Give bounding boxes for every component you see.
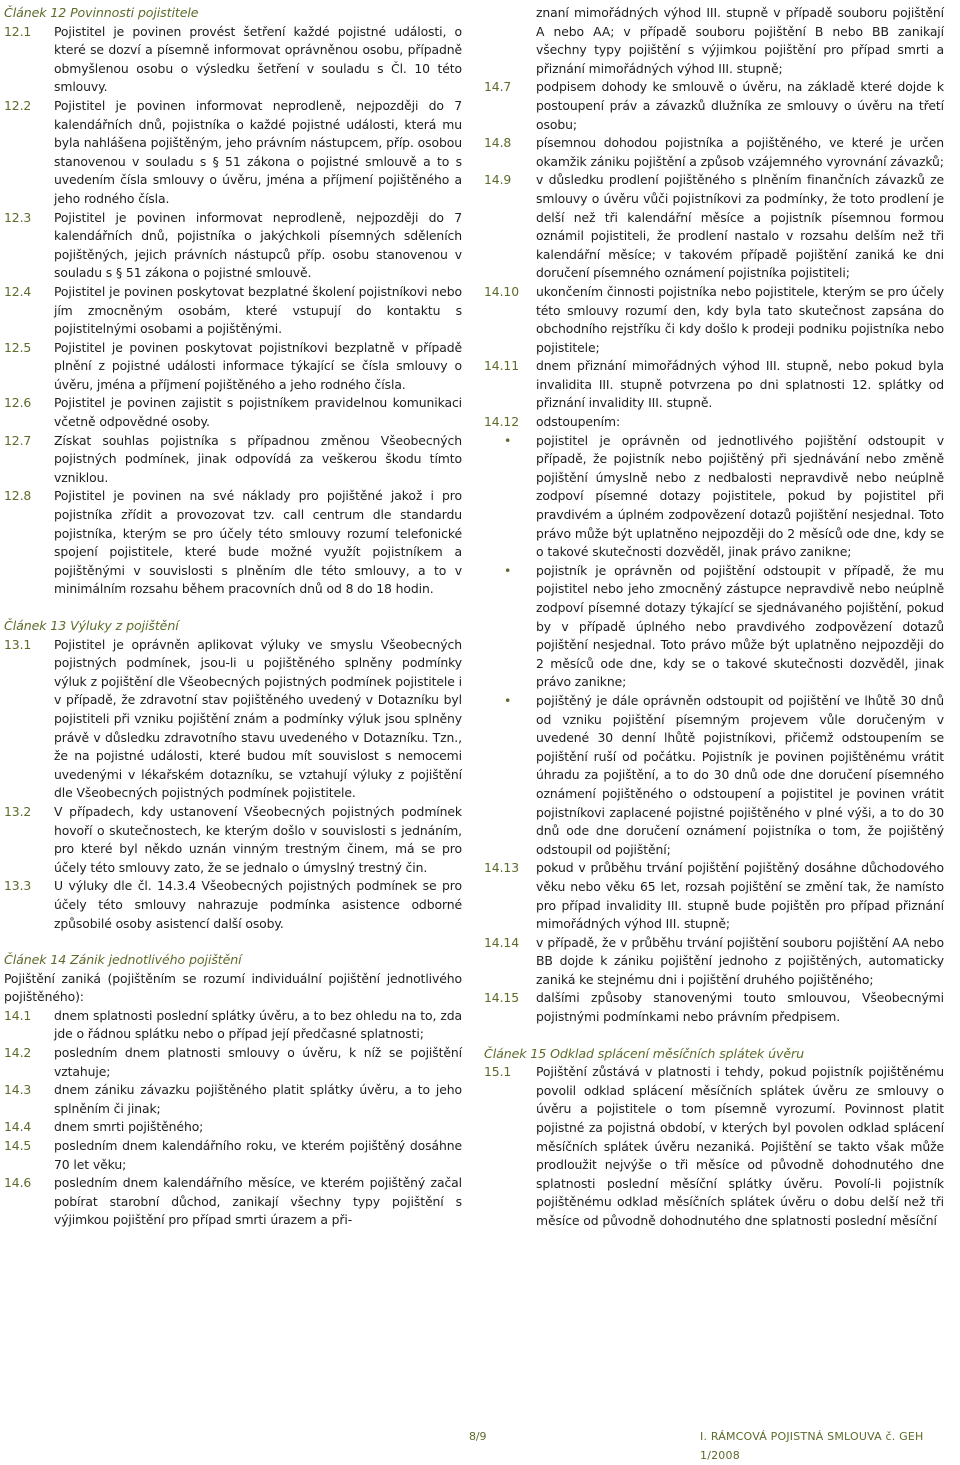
clause-14-15 — [484, 989, 944, 1026]
clause-number: 12.1 — [4, 23, 32, 39]
clause-text: dnem splatnosti poslední splátky úvěru, a to bez ohledu na to, zda jde o řádnou splátku nebo o případ její předčasné splatnosti; — [54, 1007, 462, 1042]
clause-number: 14.3 — [4, 1082, 32, 1098]
clause-14-3 — [4, 1081, 462, 1118]
clause-number: 15.1 — [484, 1064, 512, 1080]
clause-number: 13.3 — [4, 878, 32, 894]
clause-number: 12.2 — [4, 97, 32, 113]
clause-number: 14.2 — [4, 1045, 32, 1061]
clause-text: Pojistitel je povinen informovat neprodleně, nejpozději do 7 kalendářních dnů, pojistníka o každé pojistné události, která mu byla nahlášena pojištěným, jeho právním nástupcem, příp. osobou stanovenou v souladu s § 51 zákona o pojistné smlouvě a to s uvedením čísla smlouvy o úvěru, jména a příjmení pojištěného a jeho rodného čísla. — [54, 97, 462, 206]
clause-13-1 — [4, 636, 462, 803]
clause-14-11 — [484, 357, 944, 413]
clause-14-14 — [484, 934, 944, 990]
bullet-text: pojistitel je oprávněn od jednotlivého pojištění odstoupit v případě, že pojistník nebo pojištěný při sjednávání nebo změně pojištění úmyslně nebo z nedbalosti nepravdivě nebo neúplně zodpoví písemné dotazy pojistitele, pokud by pojistitel při pravdivém a úplném zodpovězení dotazů pojištění nesjednal. Toto právo může být uplatněno nejpozději do 2 měsíců ode dne, kdy se o takové skutečnosti dozvěděl, jinak právo zanikne; — [536, 432, 944, 560]
clause-text: Pojistitel je povinen poskytovat bezplatné školení pojistníkovi nebo jím zmocněným osobám, které vstupují do kontaktu s pojistitelnými osobami a pojištěnými. — [54, 283, 462, 337]
bullet-item-1 — [504, 432, 944, 562]
clause-number: 12.6 — [4, 395, 32, 411]
clause-14-6 — [4, 1174, 462, 1230]
bullet-item-3 — [504, 692, 944, 859]
clause-number: 12.8 — [4, 488, 32, 504]
clause-text: U výluky dle čl. 14.3.4 Všeobecných pojistných podmínek se pro účely této smlouvy nahrazuje podmínka asistence odborné způsobilé osoby asistencí další osoby. — [54, 878, 462, 931]
clause-number: 14.13 — [484, 860, 519, 876]
clause-number: 14.8 — [484, 135, 512, 151]
clause-number: 14.14 — [484, 934, 519, 950]
clause-number: 14.4 — [4, 1119, 32, 1135]
clause-14-5 — [4, 1137, 462, 1174]
bullet-icon: • — [504, 562, 512, 578]
clause-text: dnem smrti pojištěného; — [54, 1119, 204, 1135]
bullet-icon: • — [504, 692, 512, 708]
clause-14-12 — [484, 413, 944, 432]
clause-text: dalšími způsoby stanovenými touto smlouvou, Všeobecnými pojistnými podmínkami nebo právním předpisem. — [536, 990, 944, 1025]
clause-number: 12.4 — [4, 283, 32, 299]
clause-13-3 — [4, 877, 462, 933]
clause-text: písemnou dohodou pojistníka a pojištěného, ve které je určen okamžik zániku pojištění a způsob vzájemného vyrovnání závazků; — [536, 135, 944, 169]
clause-text: Pojistitel je povinen provést šetření každé pojistné události, o které se dozví a písemně informovat oprávněnou osobu, případně obmyšlenou osobu o výsledku šetření v souladu s Čl. 10 této smlouvy. — [54, 23, 462, 95]
clause-text: podpisem dohody ke smlouvě o úvěru, na základě které dojde k postoupení práv a závazků dlužníka ze smlouvy o úvěru na třetí osobu; — [536, 79, 944, 132]
clause-14-9 — [484, 171, 944, 283]
clause-text: pokud v průběhu trvání pojištění pojištěný dosáhne důchodového věku nebo věku 65 let, rozsah pojištění se změní tak, že namísto pro případ invalidity III. stupně bude pojištěn pro případ přiznání mimořádných výhod III. stupně; — [536, 860, 944, 932]
clause-number: 14.1 — [4, 1007, 32, 1023]
clause-text: Pojistitel je oprávněn aplikovat výluky ve smyslu Všeobecných pojistných podmínek, jsou-li u pojištěného splněny podmínky výluk z pojištění dle Všeobecných pojistných podmínek pojistitele i v případě, že zdravotní stav pojištěného uvedený v Dotazníku byl pojistiteli při vzniku pojištění znám a podmínky výluk jsou splněny právě v důsledku zdravotního stavu uvedeného v Dotazníku. Tzn., že na pojistné události, které budou mít souvislost s nemocemi uvedenými v lékařském dotazníku, se vztahují výluky z pojištění dle Všeobecných pojistných podmínek pojistitele. — [54, 636, 462, 801]
article-12-heading: Článek 12 Povinnosti pojistitele — [4, 5, 199, 20]
clause-text: posledním dnem kalendářního měsíce, ve kterém pojištěný začal pobírat starobní důchod, zanikají všechny typy pojištění s výjimkou pojištění pro případ smrti úrazem a při- — [54, 1175, 462, 1228]
clause-12-8 — [4, 487, 462, 599]
clause-number: 14.15 — [484, 990, 519, 1006]
clause-12-3 — [4, 209, 462, 283]
clause-text: Získat souhlas pojistníka s případnou změnou Všeobecných pojistných podmínek, jinak odpovídá za veškerou škodu tímto vzniklou. — [54, 432, 462, 485]
clause-number: 12.7 — [4, 432, 32, 448]
clause-number: 14.10 — [484, 283, 519, 299]
clause-14-10 — [484, 283, 944, 357]
clause-text: Pojistitel je povinen poskytovat pojistníkovi bezplatně v případě plnění z pojistné události informace týkající se čísla smlouvy o úvěru, jména a příjmení pojištěného a jeho rodného čísla. — [54, 339, 462, 392]
clause-14-13 — [484, 859, 944, 933]
clause-number: 14.7 — [484, 79, 512, 95]
clause-text: posledním dnem kalendářního roku, ve kterém pojištěný dosáhne 70 let věku; — [54, 1138, 462, 1172]
clause-14-8 — [484, 134, 944, 171]
clause-number: 13.2 — [4, 803, 32, 819]
clause-text: Pojistitel je povinen na své náklady pro pojištěné jakož i pro pojistníka zřídit a provozovat tzv. call centrum dle standardu pojistníka, kterým se pro účely této smlouvy rozumí telefonické spojení pojistitele, které bude možné využít pojistníkem a pojištěnými v souvislosti s plněním dle této smlouvy, a to v minimálním rozsahu během pracovních dnů od 8 do 18 hodin. — [54, 488, 462, 597]
clause-text: Pojistitel je povinen informovat neprodleně, nejpozději do 7 kalendářních dnů, pojistníka o jakýchkoli písemných sděleních pojištěných, jejich právních nástupců příp. osobu stanovenou v souladu s § 51 zákona o pojistné smlouvě. — [54, 209, 462, 281]
clause-text: odstoupením: — [536, 414, 621, 430]
clause-14-4 — [4, 1118, 462, 1137]
clause-text: Pojištění zůstává v platnosti i tehdy, pokud pojistník pojištěnému povolil odklad splácení měsíčních splátek úvěru ze smlouvy o úvěru a pojistitele o tom písemně vyrozumí. Povinnost platit pojistné za pojistná období, v kterých byl povolen odklad splácení měsíčních splátek úvěru nezaniká. Pojištění se takto však může prodloužit nejvýše o tři měsíce od původně dohodnutého dne splatnosti poslední měsíční splátky úvěru. Povolí-li pojistník pojištěnému odklad měsíčních splátek úvěru o dobu delší než tři měsíce od původně dohodnutého dne splatnosti poslední měsíční — [536, 1064, 944, 1228]
article-15-heading: Článek 15 Odklad splácení měsíčních splátek úvěru — [484, 1045, 804, 1061]
clause-number: 14.9 — [484, 172, 512, 188]
clause-number: 12.3 — [4, 209, 32, 225]
bullet-text: pojistník je oprávněn od pojištění odstoupit v případě, že mu pojistitel nebo jeho zmocněný zástupce nepravdivě nebo neúplně zodpoví písemné dotazy týkající se sjednávaného pojištění, pokud by v případě úplného nebo pravdivého zodpovězení dotazů pojištění nesjednal. Toto právo může být uplatněno nejpozději do 2 měsíců ode dne, kdy se o takové skutečnosti dozvěděl, jinak právo zanikne; — [536, 562, 944, 690]
clause-14-2 — [4, 1044, 462, 1081]
clause-number: 13.1 — [4, 636, 32, 652]
clause-14-7 — [484, 78, 944, 134]
clause-number: 14.12 — [484, 414, 519, 430]
article-14-heading: Článek 14 Zánik jednotlivého pojištění — [4, 952, 242, 968]
clause-number: 14.5 — [4, 1138, 32, 1154]
clause-12-7 — [4, 432, 462, 488]
bullet-item-2 — [504, 562, 944, 692]
right-column — [484, 4, 944, 1231]
clause-text: posledním dnem platnosti smlouvy o úvěru, k níž se pojištění vztahuje; — [54, 1045, 462, 1079]
footer-document-title: I. RÁMCOVÁ POJISTNÁ SMLOUVA č. GEH 1/2008 — [700, 1430, 924, 1462]
clause-12-1 — [4, 23, 462, 97]
article-13-heading: Článek 13 Výluky z pojištění — [4, 618, 179, 633]
left-column — [4, 4, 462, 1230]
clause-14-1 — [4, 1007, 462, 1044]
clause-text: ukončením činnosti pojistníka nebo pojistitele, kterým se pro účely této smlouvy rozumí den, kdy byla tato skutečnost zapsána do obchodního rejstříku či kdy došlo k prodeji podniku pojistníka nebo pojistitele; — [536, 283, 944, 355]
clause-text: v důsledku prodlení pojištěného s plněním finančních závazků ze smlouvy o úvěru vůči pojistníkovi za podmínky, že toto prodlení je delší než tři kalendářní měsíce a pojistník písemnou formou oznámil pojistiteli, že prodlení nastalo v rozsahu delším než tři kalendářní měsíce; v takovém případě pojištění zaniká ke dni doručení písemného oznámení pojistníka pojistiteli; — [536, 172, 944, 281]
clause-number: 14.11 — [484, 358, 519, 374]
clause-12-5 — [4, 339, 462, 395]
clause-12-6 — [4, 394, 462, 431]
clause-12-4 — [4, 283, 462, 339]
article-14-intro: Pojištění zaniká (pojištěním se rozumí individuální pojištění jednotlivého pojištěného): — [4, 970, 462, 1005]
bullet-icon: • — [504, 432, 512, 448]
clause-text: v případě, že v průběhu trvání pojištění souboru pojištění AA nebo BB dojde k zániku pojištění jednoho z pojištěných, automaticky zaniká ke stejnému dni i pojištění druhého pojištěného; — [536, 934, 944, 987]
clause-13-2 — [4, 803, 462, 877]
page-number: 8/9 — [469, 1430, 487, 1443]
clause-14-6-continuation: znaní mimořádných výhod III. stupně v případě souboru pojištění A nebo AA; v případě souboru pojištění B nebo BB zanikají všechny typy pojištění s výjimkou pojištění pro případ smrti a přiznání mimořádných výhod III. stupně; — [536, 5, 944, 76]
bullet-text: pojištěný je dále oprávněn odstoupit od pojištění ve lhůtě 30 dnů od vzniku pojištění písemným projevem vůle doručeným v uvedené 30 denní lhůtě pojistníkovi, přičemž odstoupením se pojištění ruší od počátku. Pojistník je povinen pojištěnému vrátit úhradu za pojištění, a to do 30 dnů ode dne doručení písemného oznámení pojištěného o odstoupení a pojistitel je povinen vrátit pojistníkovi zaplacené pojistné pojištěného v plné výši, a to do 30 dnů ode dne doručení oznámení pojistníka o tom, že pojištěný odstoupil od pojištění; — [536, 692, 944, 857]
clause-12-2 — [4, 97, 462, 209]
clause-text: dnem zániku závazku pojištěného platit splátky úvěru, a to jeho splněním či jinak; — [54, 1082, 462, 1116]
clause-number: 12.5 — [4, 339, 32, 355]
clause-text: Pojistitel je povinen zajistit s pojistníkem pravidelnou komunikaci včetně odpovědné osoby. — [54, 395, 462, 430]
clause-text: V případech, kdy ustanovení Všeobecných pojistných podmínek hovoří o skutečnostech, ke kterým došlo v souvislosti s jednáním, pro které byl někdo uznán vinným trestným činem, má se pro účely této smlouvy zato, že se jednalo o úmyslný trestný čin. — [54, 803, 462, 875]
clause-15-1 — [484, 1063, 944, 1230]
clause-text: dnem přiznání mimořádných výhod III. stupně, nebo pokud byla invalidita III. stupně potvrzena po dni splatnosti 12. splátky od přiznání invalidity III. stupně. — [536, 358, 944, 411]
clause-number: 14.6 — [4, 1175, 32, 1191]
